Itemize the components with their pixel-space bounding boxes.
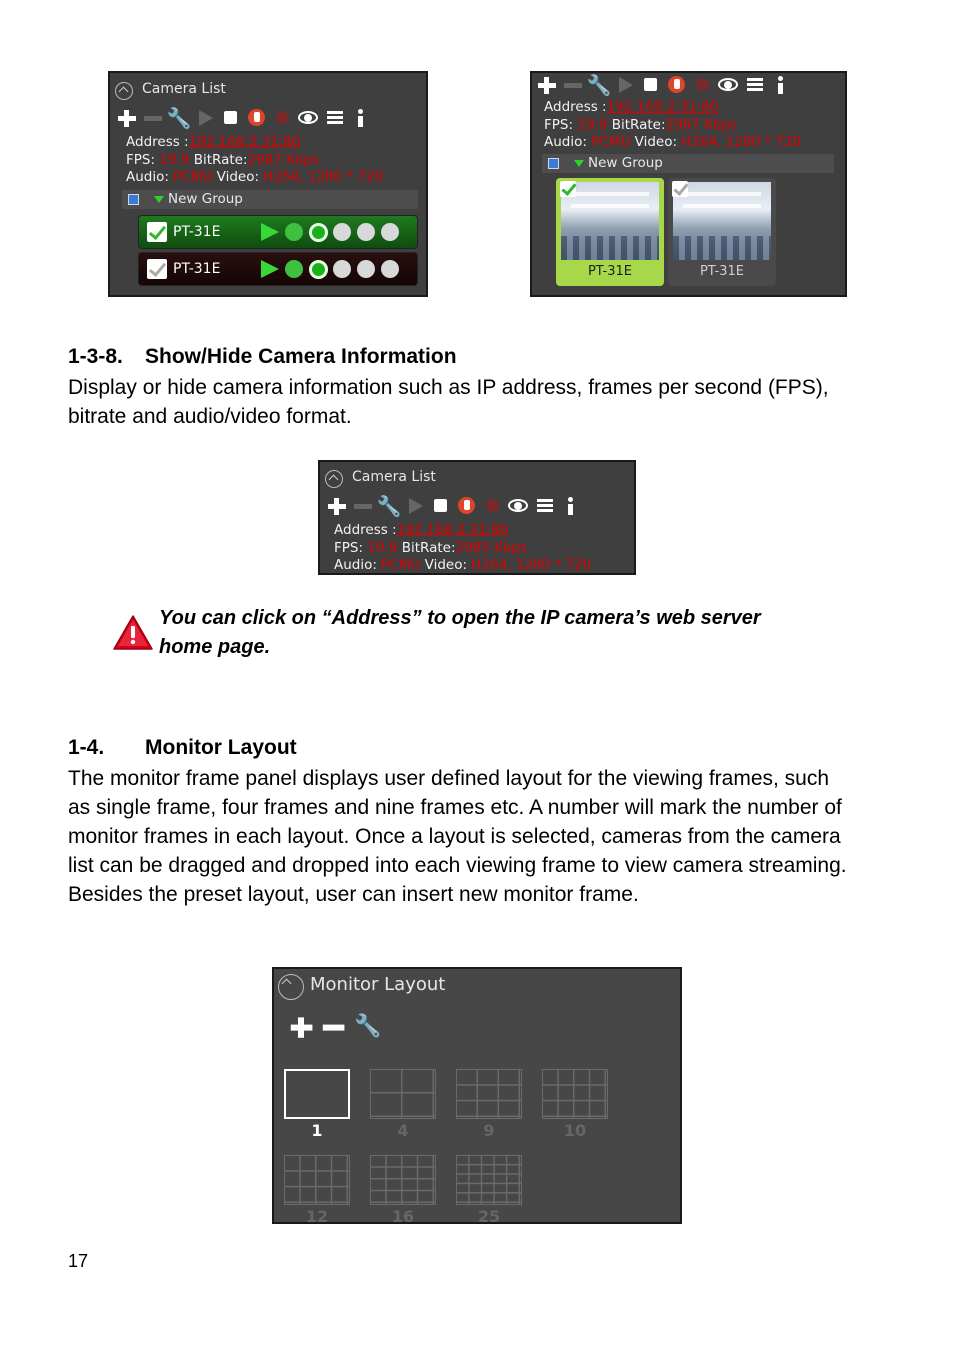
record-icon[interactable] [664, 73, 690, 97]
wrench-icon[interactable]: 🔧 [376, 494, 402, 518]
section-heading [68, 345, 457, 369]
layout-grid-preview [456, 1155, 522, 1205]
ptz-icon[interactable] [357, 260, 375, 278]
camera-toolbar [324, 494, 584, 518]
camera-thumbnail[interactable] [556, 178, 664, 286]
layout-option-1[interactable] [284, 1069, 350, 1141]
ptz-icon[interactable] [357, 223, 375, 241]
refresh-icon[interactable] [285, 223, 303, 241]
section-heading [68, 736, 297, 760]
camera-list-panel-info [318, 460, 636, 575]
collapse-icon[interactable] [115, 82, 133, 100]
show-hide-info-icon[interactable] [716, 73, 742, 97]
audio-value: PCMU [173, 169, 213, 185]
group-checkbox[interactable] [548, 158, 559, 169]
section-body: Display or hide camera information such as IP address, frames per second (FPS), bitrate and audio/video format. [68, 376, 829, 428]
camera-toolbar [114, 106, 374, 130]
info-icon[interactable] [348, 106, 374, 130]
play-icon[interactable] [261, 223, 279, 241]
list-view-icon[interactable] [532, 494, 558, 518]
layout-option-10[interactable] [542, 1069, 608, 1141]
list-view-icon[interactable] [742, 73, 768, 97]
stop-icon[interactable] [428, 494, 454, 518]
fps-label: FPS: [126, 151, 156, 168]
stop-icon[interactable] [218, 106, 244, 130]
camera-info [544, 99, 801, 152]
audio-label: Audio: [126, 169, 169, 185]
camera-row[interactable] [138, 215, 418, 249]
video-value: H264, 1280 * 720 [471, 557, 592, 573]
group-checkbox[interactable] [128, 194, 139, 205]
layout-option-12[interactable] [284, 1155, 350, 1224]
layout-option-4[interactable] [370, 1069, 436, 1141]
address-label[interactable]: Address : [334, 522, 397, 538]
add-icon[interactable] [324, 494, 350, 518]
camera-checkbox[interactable] [147, 259, 167, 279]
layout-count-label: 12 [305, 1207, 329, 1224]
stop-record-icon[interactable] [480, 494, 506, 518]
remove-icon[interactable] [350, 494, 376, 518]
video-value: H264, 1280 * 720 [681, 134, 802, 150]
panel-title: Camera List [352, 469, 436, 485]
page-number: 17 [68, 1251, 89, 1271]
fps-value: 19.9 [577, 116, 608, 133]
layout-grid-preview [370, 1069, 436, 1119]
bitrate-value: 2985 Kbps [455, 539, 528, 556]
live-icon[interactable] [309, 223, 328, 242]
stop-icon[interactable] [638, 73, 664, 97]
camera-list-panel-list-view [108, 71, 428, 297]
camera-name: PT-31E [173, 224, 221, 240]
address-label[interactable]: Address : [544, 99, 607, 115]
camera-name: PT-31E [699, 264, 745, 279]
snapshot-icon[interactable] [333, 260, 351, 278]
layout-count-label: 10 [563, 1121, 587, 1140]
panel-title: Monitor Layout [310, 974, 446, 995]
group-name: New Group [588, 155, 663, 171]
wrench-icon[interactable]: 🔧 [354, 1014, 382, 1039]
play-icon[interactable] [402, 494, 428, 518]
camera-checkbox[interactable] [672, 181, 688, 197]
fps-label: FPS: [544, 116, 574, 133]
check-icon[interactable] [381, 223, 399, 241]
section-body: The monitor frame panel displays user defined layout for the viewing frames, such as single frame, four frames and nine frames etc. A number will mark the number of monitor frames in each layout. Once a layout is selected, cameras from the camera list can be dragged and dropped into each viewing frame to view camera streaming. Besides the preset layout, user can insert new monitor frame. [68, 767, 847, 906]
fps-value: 19.9 [367, 539, 398, 556]
layout-count-label: 1 [311, 1121, 323, 1140]
show-hide-info-icon[interactable] [506, 494, 532, 518]
bitrate-label: BitRate: [193, 151, 248, 168]
address-link[interactable]: 192.168.2.31:80 [188, 134, 301, 150]
camera-checkbox[interactable] [560, 181, 576, 197]
monitor-layout-panel [272, 967, 682, 1224]
camera-group[interactable] [122, 190, 418, 209]
address-link[interactable]: 192.168.2.31:80 [396, 522, 509, 538]
audio-label: Audio: [334, 557, 377, 573]
panel-title: Camera List [142, 81, 226, 97]
camera-info [126, 134, 383, 187]
stop-record-icon[interactable] [690, 73, 716, 97]
collapse-icon[interactable] [325, 470, 343, 488]
layout-option-25[interactable] [456, 1155, 522, 1224]
play-icon[interactable] [261, 260, 279, 278]
remove-icon[interactable] [560, 73, 586, 97]
address-link[interactable]: 192.168.2.31:80 [606, 99, 719, 115]
address-label[interactable]: Address : [126, 134, 189, 150]
layout-count-label: 16 [391, 1207, 415, 1224]
record-icon[interactable] [454, 494, 480, 518]
layout-option-16[interactable] [370, 1155, 436, 1224]
camera-toolbar [534, 73, 794, 97]
expand-arrow-icon[interactable] [154, 196, 164, 203]
layout-grid-preview [542, 1069, 608, 1119]
layout-grid-preview [284, 1155, 350, 1205]
snapshot-icon[interactable] [333, 223, 351, 241]
live-icon[interactable] [309, 260, 328, 279]
remove-icon[interactable] [140, 106, 166, 130]
camera-row[interactable] [138, 252, 418, 286]
collapse-icon[interactable] [278, 974, 304, 1000]
camera-thumbnail[interactable] [668, 178, 776, 286]
bitrate-label: BitRate: [611, 116, 666, 133]
check-icon[interactable] [381, 260, 399, 278]
section-title: Monitor Layout [145, 736, 297, 759]
expand-arrow-icon[interactable] [574, 160, 584, 167]
section-number: 1-3-8. [68, 345, 123, 368]
info-icon[interactable] [558, 494, 584, 518]
warning-icon [112, 614, 154, 652]
layout-option-9[interactable] [456, 1069, 522, 1141]
show-hide-info-icon[interactable] [296, 106, 322, 130]
layout-grid-preview [456, 1069, 522, 1119]
audio-value: PCMU [591, 134, 631, 150]
video-label: Video: [634, 134, 677, 150]
camera-group[interactable] [542, 154, 834, 173]
camera-info [334, 522, 591, 575]
fps-value: 19.9 [159, 151, 190, 168]
stop-record-icon[interactable] [270, 106, 296, 130]
video-label: Video: [216, 169, 259, 185]
camera-name: PT-31E [173, 261, 221, 277]
record-icon[interactable] [244, 106, 270, 130]
video-label: Video: [424, 557, 467, 573]
bitrate-value: 2987 Kbps [665, 116, 738, 133]
play-icon[interactable] [612, 73, 638, 97]
layout-count-label: 4 [397, 1121, 409, 1140]
wrench-icon[interactable]: 🔧 [586, 73, 612, 97]
add-icon[interactable] [534, 73, 560, 97]
group-name: New Group [168, 191, 243, 207]
layout-grid-preview [370, 1155, 436, 1205]
camera-list-panel-thumbnail-view [530, 71, 847, 297]
camera-name: PT-31E [587, 264, 633, 279]
fps-label: FPS: [334, 539, 364, 556]
section-number: 1-4. [68, 736, 105, 759]
layout-grid-preview [284, 1069, 350, 1119]
wrench-icon[interactable]: 🔧 [166, 106, 192, 130]
camera-checkbox[interactable] [147, 222, 167, 242]
bitrate-value: 2987 Kbps [247, 151, 320, 168]
list-view-icon[interactable] [322, 106, 348, 130]
add-icon[interactable] [114, 106, 140, 130]
layout-count-label: 25 [477, 1207, 501, 1224]
audio-label: Audio: [544, 134, 587, 150]
play-icon[interactable] [192, 106, 218, 130]
info-icon[interactable] [768, 73, 794, 97]
refresh-icon[interactable] [285, 260, 303, 278]
audio-value: PCMU [381, 557, 421, 573]
bitrate-label: BitRate: [401, 539, 456, 556]
note-text: You can click on “Address” to open the IP camera’s web server home page. [159, 607, 761, 658]
layout-toolbar [286, 1013, 380, 1041]
video-value: H264, 1280 * 720 [263, 169, 384, 185]
section-title: Show/Hide Camera Information [145, 345, 457, 368]
layout-count-label: 9 [483, 1121, 495, 1140]
